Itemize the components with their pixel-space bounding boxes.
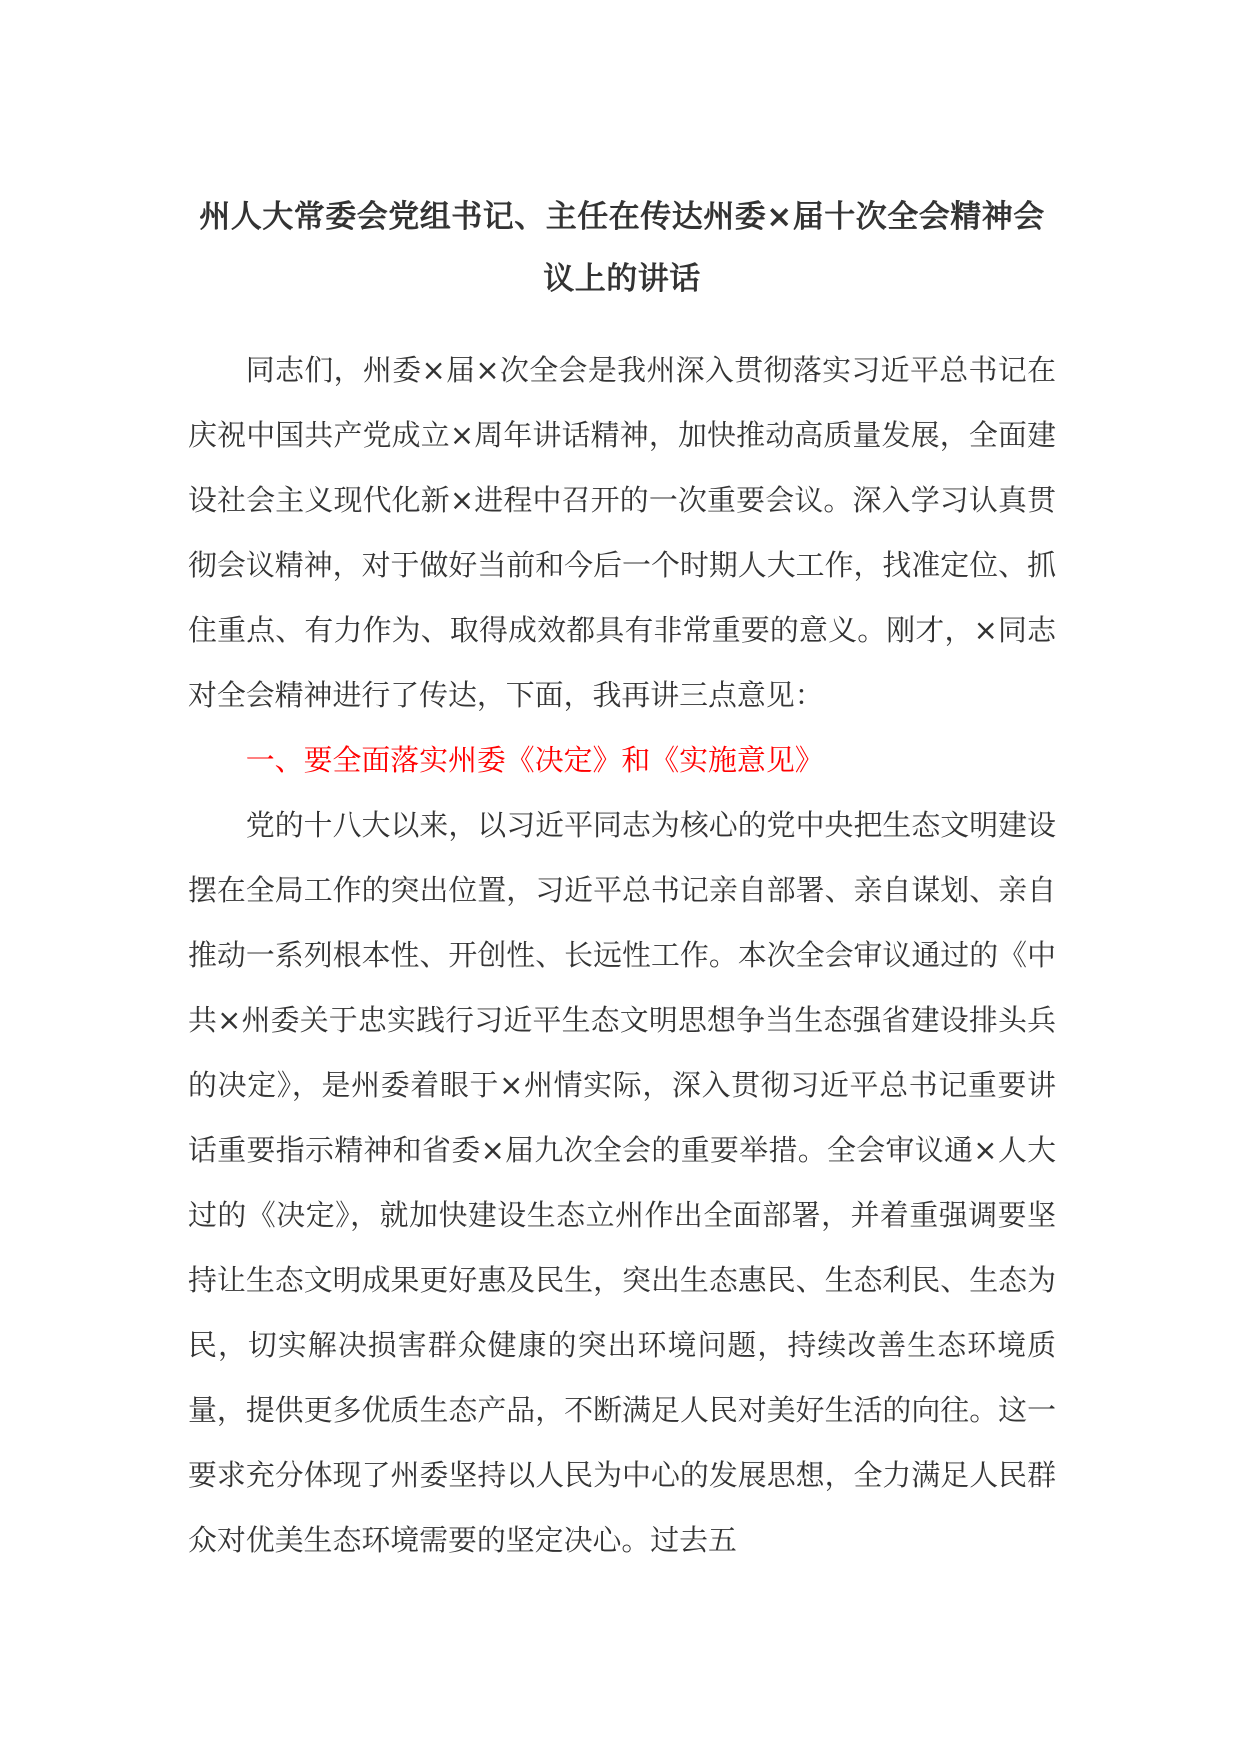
document-title: 州人大常委会党组书记、主任在传达州委×届十次全会精神会议上的讲话 [199,199,1045,297]
document-body [188,338,1056,1573]
document-page [188,186,1056,1573]
intro-paragraph: 同志们，州委×届×次全会是我州深入贯彻落实习近平总书记在庆祝中国共产党成立×周年讲话精神，加快推动高质量发展，全面建设社会主义现代化新×进程中召开的一次重要会议。深入学习认真贯彻会议精神，对于做好当前和今后一个时期人大工作，找准定位、抓住重点、有力作为、取得成效都具有非常重要的意义。刚才，×同志对全会精神进行了传达，下面，我再讲三点意见： [188,353,1056,712]
section-heading-1: 一、要全面落实州委《决定》和《实施意见》 [245,743,824,777]
section-1-paragraph: 党的十八大以来，以习近平同志为核心的党中央把生态文明建设摆在全局工作的突出位置，习近平总书记亲自部署、亲自谋划、亲自推动一系列根本性、开创性、长远性工作。本次全会审议通过的《中共×州委关于忠实践行习近平生态文明思想争当生态强省建设排头兵的决定》，是州委着眼于×州情实际，深入贯彻习近平总书记重要讲话重要指示精神和省委×届九次全会的重要举措。全会审议通×人大过的《决定》，就加快建设生态立州作出全面部署，并着重强调要坚持让生态文明成果更好惠及民生，突出生态惠民、生态利民、生态为民，切实解决损害群众健康的突出环境问题，持续改善生态环境质量，提供更多优质生态产品，不断满足人民对美好生活的向往。这一要求充分体现了州委坚持以人民为中心的发展思想，全力满足人民群众对优美生态环境需要的坚定决心。过去五 [188,808,1056,1557]
